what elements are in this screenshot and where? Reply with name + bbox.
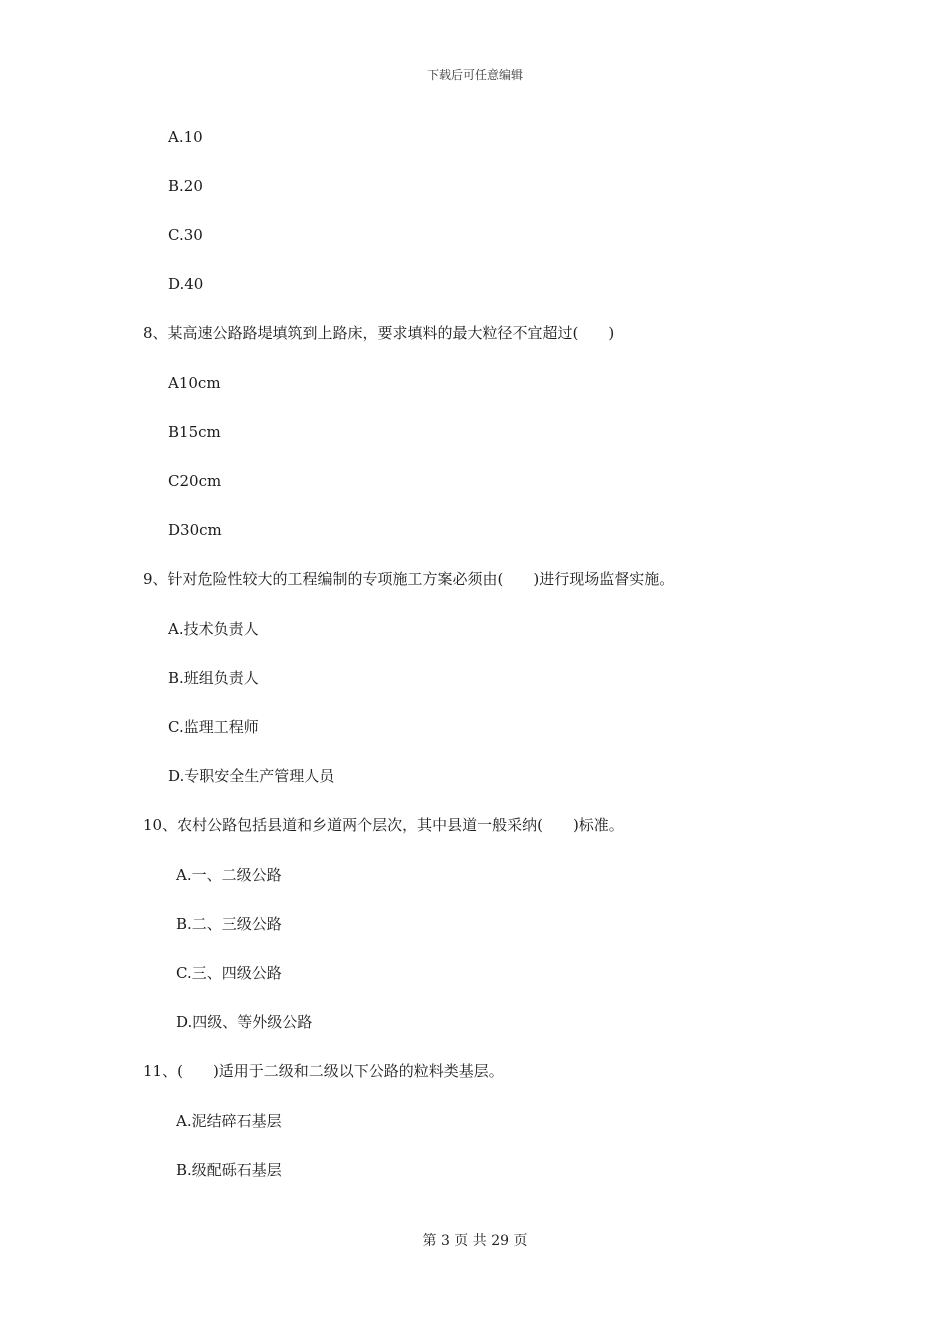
q9-option-c: C.监理工程师 <box>168 718 259 736</box>
q7-option-d: D.40 <box>168 275 204 293</box>
q8-question: 8、某高速公路路堤填筑到上路床，要求填料的最大粒径不宜超过( ) <box>143 324 615 342</box>
q9-option-a: A.技术负责人 <box>168 620 259 638</box>
q11-option-a: A.泥结碎石基层 <box>176 1112 282 1130</box>
q8-option-a: A10cm <box>168 374 221 392</box>
q9-question: 9、针对危险性较大的工程编制的专项施工方案必须由( )进行现场监督实施。 <box>143 570 675 588</box>
q10-option-c: C.三、四级公路 <box>176 964 282 982</box>
q8-option-b: B15cm <box>168 423 221 441</box>
q10-option-d: D.四级、等外级公路 <box>176 1013 313 1031</box>
page-footer: 第 3 页 共 29 页 <box>422 1233 528 1249</box>
q7-option-c: C.30 <box>168 226 203 244</box>
q8-option-c: C20cm <box>168 472 222 490</box>
q10-option-a: A.一、二级公路 <box>176 866 282 884</box>
q7-option-a: A.10 <box>168 128 203 146</box>
q11-option-b: B.级配砾石基层 <box>176 1161 282 1179</box>
q8-option-d: D30cm <box>168 521 222 539</box>
q9-option-b: B.班组负责人 <box>168 669 259 687</box>
q10-question: 10、农村公路包括县道和乡道两个层次，其中县道一般采纳( )标准。 <box>143 816 624 834</box>
q7-option-b: B.20 <box>168 177 203 195</box>
q10-option-b: B.二、三级公路 <box>176 915 282 933</box>
q9-option-d: D.专职安全生产管理人员 <box>168 767 335 785</box>
page-header: 下载后可任意编辑 <box>426 68 523 82</box>
q11-question: 11、( )适用于二级和二级以下公路的粒料类基层。 <box>143 1062 504 1080</box>
